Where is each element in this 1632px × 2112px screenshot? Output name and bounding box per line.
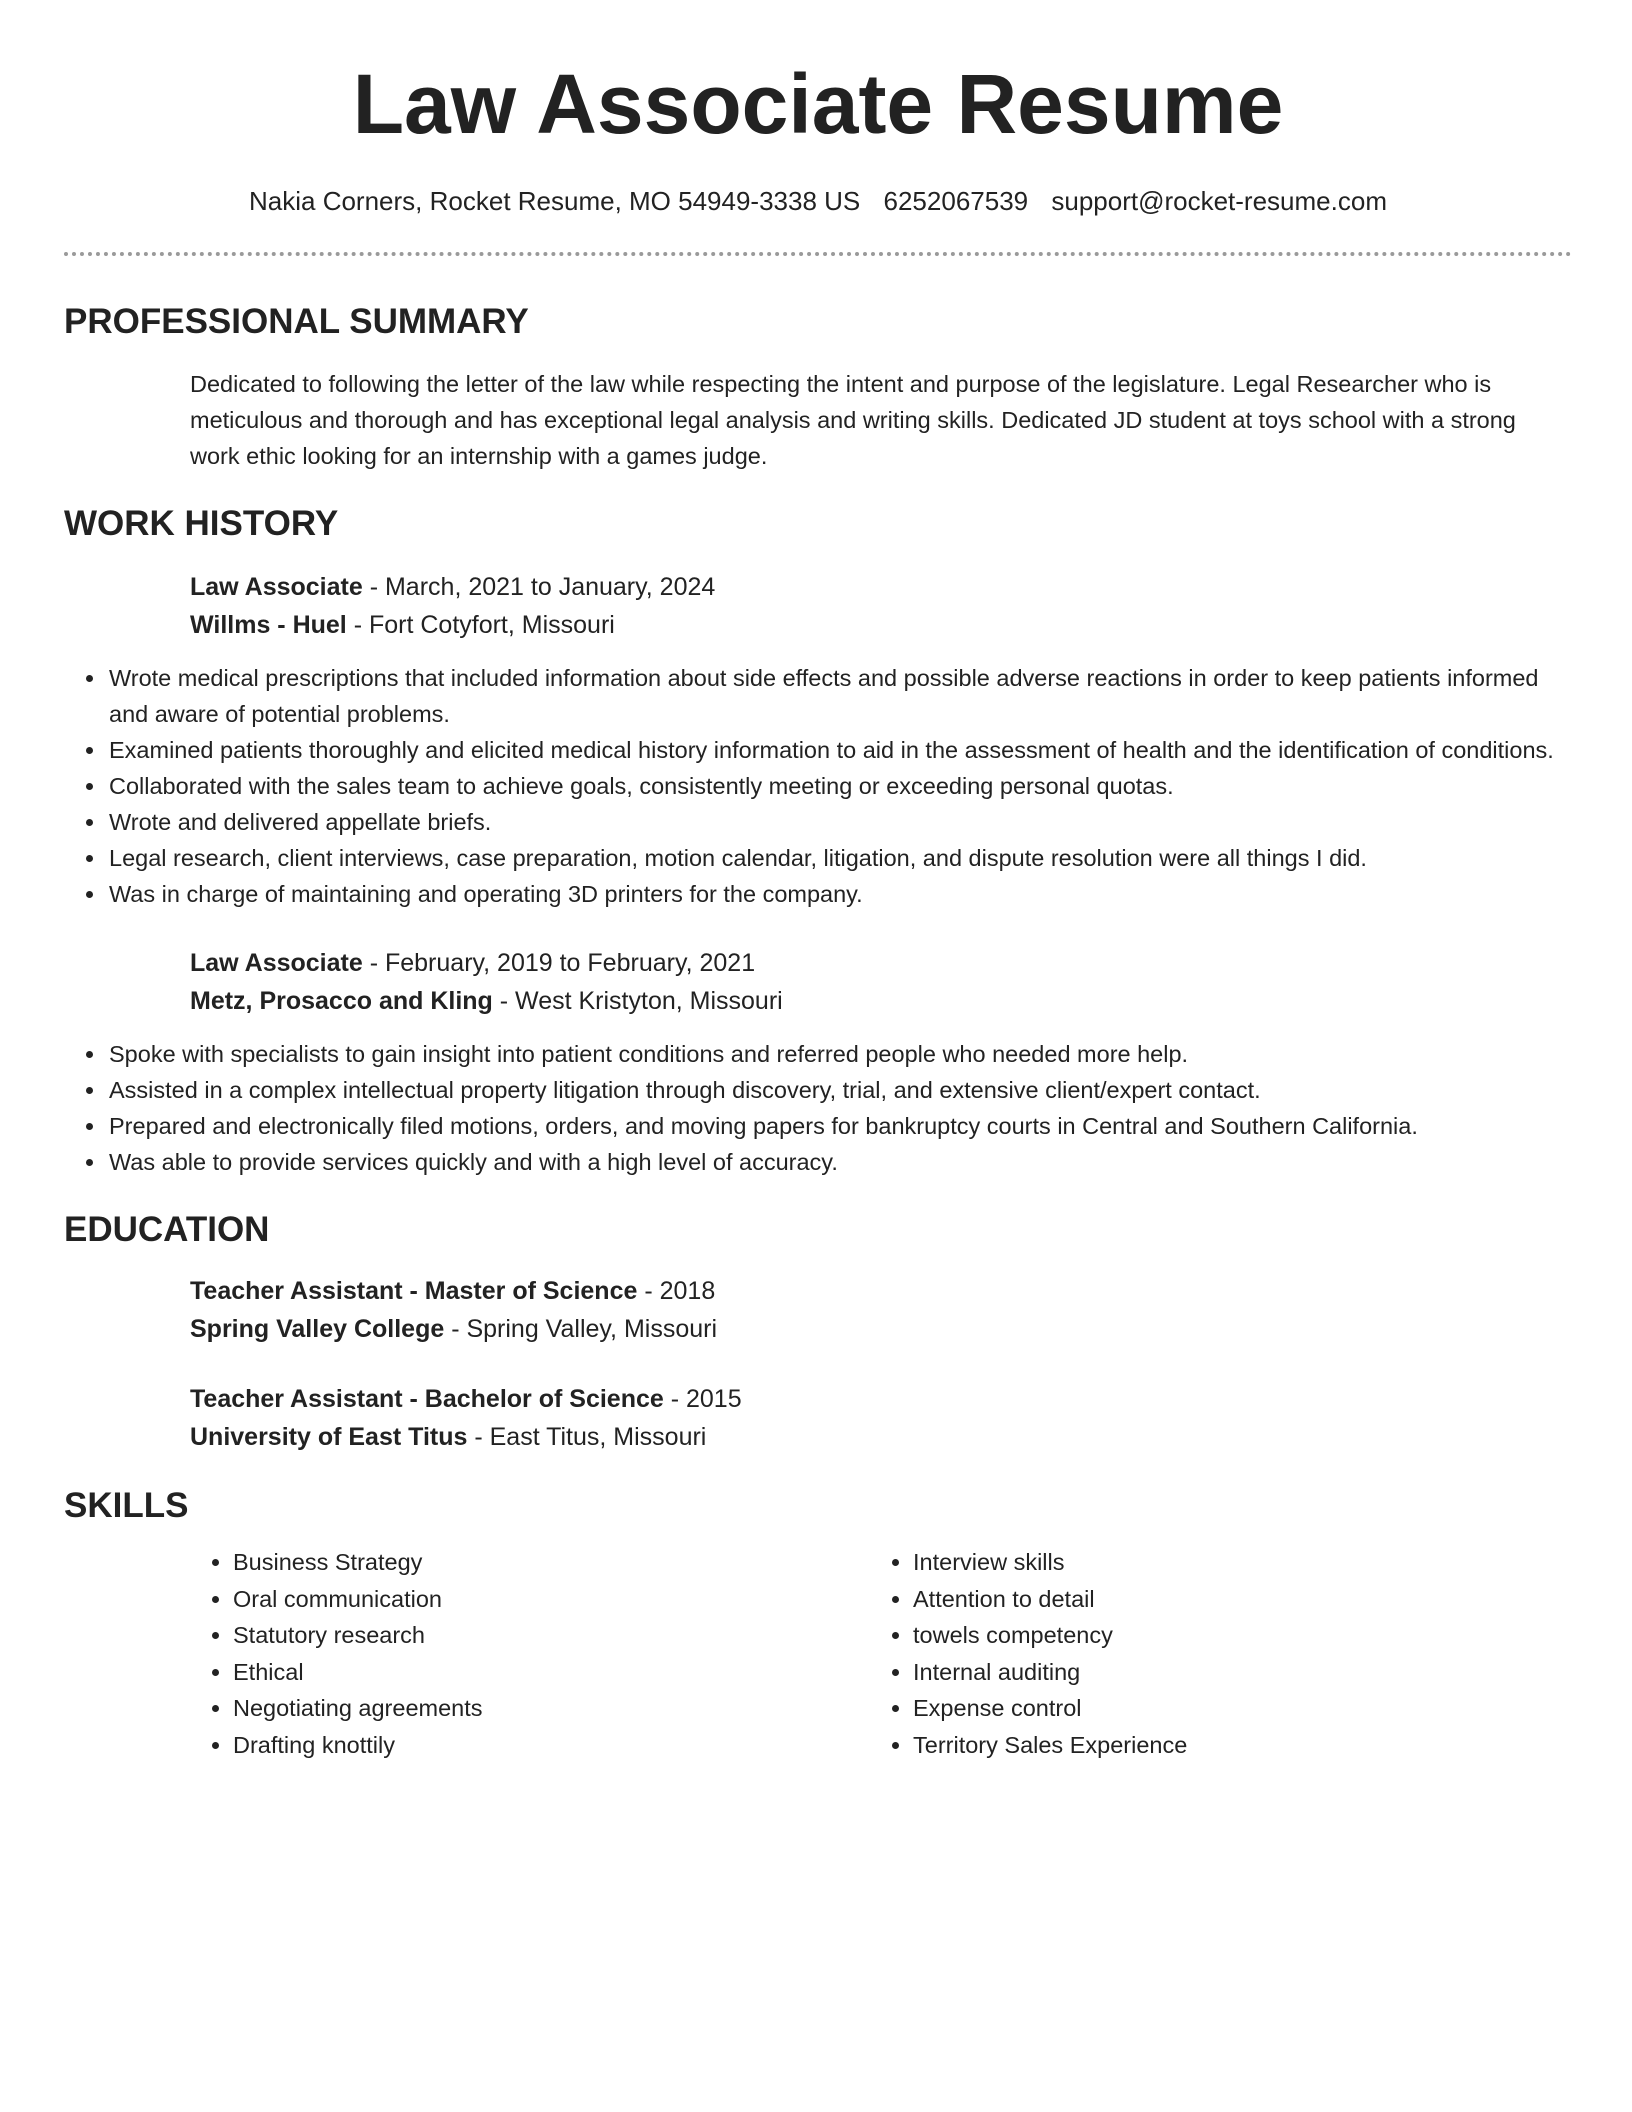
skills-grid	[190, 1544, 1572, 1763]
degree-year: - 2015	[663, 1385, 742, 1413]
job-dates: - March, 2021 to January, 2024	[362, 573, 716, 601]
contact-email: support@rocket-resume.com	[1051, 186, 1387, 216]
list-item: • Drafting knottily	[233, 1727, 870, 1764]
job-title-line	[190, 944, 1572, 982]
list-item: • Wrote medical prescriptions that included information about side effects and possible adverse reactions in order to keep patients informed and aware of potential problems.	[107, 660, 1572, 732]
skills-column-right	[870, 1544, 1550, 1763]
summary-text: Dedicated to following the letter of the law while respecting the intent and purpose of the legislature. Legal Researcher who is meticulous and thorough and has exceptional legal analysis and writing skills. Dedicated JD student at toys school with a strong work ethic looking for an internship with a games judge.	[190, 371, 1516, 469]
school-line	[190, 1418, 1572, 1456]
list-item: • Was in charge of maintaining and operating 3D printers for the company.	[107, 876, 1572, 912]
list-item: • Collaborated with the sales team to achieve goals, consistently meeting or exceeding personal quotas.	[107, 768, 1572, 804]
education-section	[64, 1208, 1572, 1456]
school-name: University of East Titus	[190, 1423, 468, 1451]
list-item: • Attention to detail	[913, 1581, 1550, 1618]
contact-info	[64, 184, 1572, 218]
summary-section	[64, 300, 1572, 474]
job-company: Metz, Prosacco and Kling	[190, 987, 493, 1015]
skills-list-right	[870, 1544, 1550, 1763]
school-name: Spring Valley College	[190, 1315, 445, 1343]
job-company-line	[190, 982, 1572, 1020]
work-history-heading: WORK HISTORY	[64, 504, 339, 543]
list-item: • Internal auditing	[913, 1654, 1550, 1691]
education-entry-1	[190, 1272, 1572, 1348]
list-item: • Wrote and delivered appellate briefs.	[107, 804, 1572, 840]
list-item: • Assisted in a complex intellectual property litigation through discovery, trial, and extensive client/expert contact.	[107, 1072, 1572, 1108]
summary-heading: PROFESSIONAL SUMMARY	[64, 302, 529, 341]
job-duties-list	[64, 1036, 1572, 1180]
job-location: - Fort Cotyfort, Missouri	[346, 611, 615, 639]
skills-heading: SKILLS	[64, 1486, 189, 1525]
job-entry-2	[190, 944, 1572, 1020]
list-item: • Statutory research	[233, 1617, 870, 1654]
list-item: • Ethical	[233, 1654, 870, 1691]
list-item: • Spoke with specialists to gain insight into patient conditions and referred people who needed more help.	[107, 1036, 1572, 1072]
list-item: • Territory Sales Experience	[913, 1727, 1550, 1764]
list-item: • Legal research, client interviews, case preparation, motion calendar, litigation, and dispute resolution were all things I did.	[107, 840, 1572, 876]
resume-title: Law Associate Resume	[352, 57, 1284, 151]
list-item: • Negotiating agreements	[233, 1690, 870, 1727]
skills-list-left	[190, 1544, 870, 1763]
degree-line	[190, 1380, 1572, 1418]
contact-phone: 6252067539	[883, 186, 1029, 216]
contact-address: Nakia Corners, Rocket Resume, MO 54949-3338 US	[249, 186, 861, 216]
school-location: - Spring Valley, Missouri	[444, 1315, 718, 1343]
school-location: - East Titus, Missouri	[467, 1423, 707, 1451]
work-history-section	[64, 502, 1572, 1180]
job-location: - West Kristyton, Missouri	[492, 987, 783, 1015]
list-item: • Expense control	[913, 1690, 1550, 1727]
list-item: • Was able to provide services quickly and with a high level of accuracy.	[107, 1144, 1572, 1180]
degree-year: - 2018	[637, 1277, 716, 1305]
resume-page	[64, 0, 1572, 1763]
list-item: • Interview skills	[913, 1544, 1550, 1581]
list-item: • towels competency	[913, 1617, 1550, 1654]
list-item: • Examined patients thoroughly and elicited medical history information to aid in the assessment of health and the identification of conditions.	[107, 732, 1572, 768]
list-item: • Oral communication	[233, 1581, 870, 1618]
skills-section	[64, 1484, 1572, 1763]
job-company: Willms - Huel	[190, 611, 347, 639]
job-title-line	[190, 568, 1572, 606]
job-role: Law Associate	[190, 949, 363, 977]
header-divider	[64, 252, 1572, 256]
list-item: • Prepared and electronically filed motions, orders, and moving papers for bankruptcy courts in Central and Southern California.	[107, 1108, 1572, 1144]
skills-column-left	[190, 1544, 870, 1763]
job-dates: - February, 2019 to February, 2021	[362, 949, 756, 977]
job-duties-list	[64, 660, 1572, 912]
degree-name: Teacher Assistant - Master of Science	[190, 1277, 638, 1305]
job-role: Law Associate	[190, 573, 363, 601]
job-company-line	[190, 606, 1572, 644]
degree-line	[190, 1272, 1572, 1310]
education-entry-2	[190, 1380, 1572, 1456]
degree-name: Teacher Assistant - Bachelor of Science	[190, 1385, 664, 1413]
job-entry-1	[190, 568, 1572, 644]
education-heading: EDUCATION	[64, 1210, 270, 1249]
list-item: • Business Strategy	[233, 1544, 870, 1581]
school-line	[190, 1310, 1572, 1348]
